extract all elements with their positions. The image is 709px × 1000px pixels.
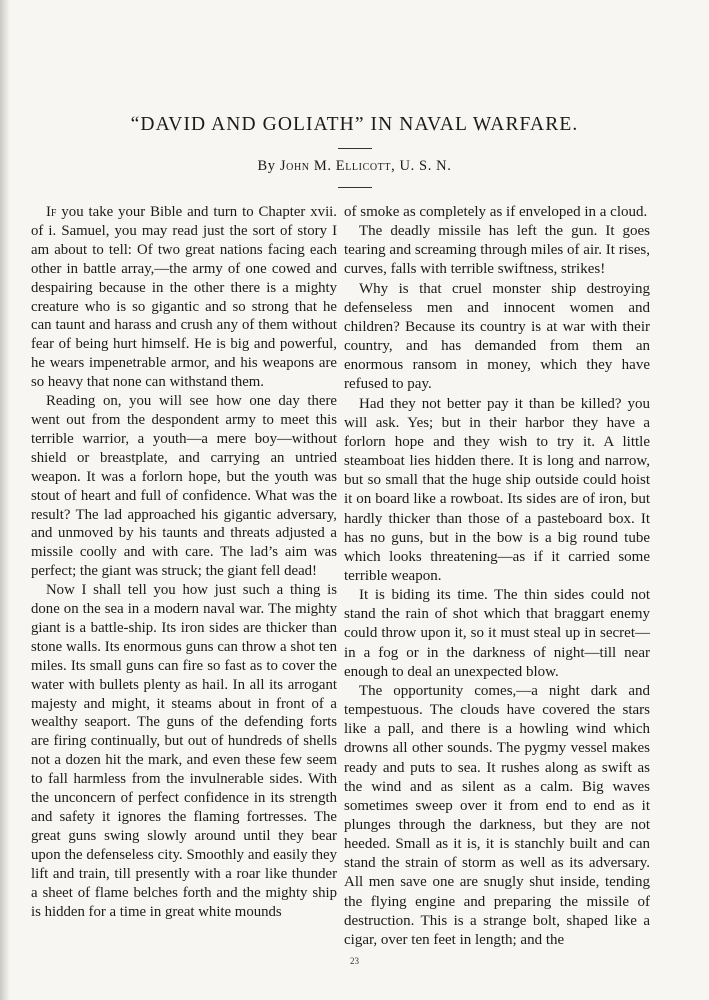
byline-prefix: By [257,158,276,174]
paragraph: Reading on, you will see how one day there went out from the despondent army to meet this terrible warrior, a youth—a mere boy—without shield or breastplate, and carrying an untried weapon. It was a forlorn hope, but the youth was stout of heart and full of confidence. What was the result? The lad approached his gigantic adversary, and unmoved by his taunts and threats adjusted a missile coolly and with care. The lad’s aim was perfect; the giant was struck; the giant fell dead! [31,393,337,580]
left-column [31,203,337,921]
paragraph-continued: of smoke as completely as if enveloped in a cloud. [344,204,648,220]
page-number: 23 [350,956,359,966]
page-edge-shadow [0,0,10,1000]
paragraph: It is biding its time. The thin sides could not stand the rain of shot which that braggart enemy could throw upon it, so it must steal up in secret—in a fog or in the darkness of night—till near enough to deal an unexpected blow. [344,587,650,680]
byline-divider [338,187,372,188]
paragraph-text: you take your Bible and turn to Chapter xvii. of i. Samuel, you may read just the sort of story I am about to tell: Of two great nations facing each other in battle array,—the army of one cowed and despairing because in the other there is a mighty creature who is so gigantic and so strong that he can taunt and harass and crush any of them without fear of being hurt himself. He is big and powerful, he wears impenetrable armor, and his weapons are so heavy that none can withstand them. [31,204,337,391]
title-divider [338,148,372,149]
paragraph: The opportunity comes,—a night dark and tempestuous. The clouds have covered the stars like a pall, and there is a howling wind which drowns all other sounds. The pygmy vessel makes ready and puts to sea. It rushes along as swift as the wind and as silent as a calm. Big waves sometimes sweep over it from end to end as it plunges through the darkness, but they are not heeded. Small as it is, it is stanchly built and can stand the strain of storm as well as its adversary. All men save one are snugly shut inside, tending the flying engine and preparing the missile of destruction. This is a strange bolt, shaped like a cigar, over ten feet in length; and the [344,682,650,948]
paragraph: The deadly missile has left the gun. It goes tearing and screaming through miles of air. It rises, curves, falls with terrible swiftness, strikes! [344,223,650,278]
paragraph: Now I shall tell you how just such a thing is done on the sea in a modern naval war. The mighty giant is a battle-ship. Its iron sides are thicker than stone walls. Its enormous guns can throw a shot ten miles. Its small guns can fire so fast as to cover the water with bullets plenty as hail. In all its arrogant majesty and might, it steams about in front of a wealthy seaport. The guns of the defending forts are firing continually, but out of hundreds of shells not a dozen hit the mark, and even these few seem to fall harmless from the invulnerable sides. With the unconcern of perfect confidence in its strength and safety it ignores the flaming fortresses. The great guns swing slowly around until they bear upon the defenseless city. Smoothly and easily they lift and train, till presently with a roar like thunder a sheet of flame belches forth and the mighty ship is hidden for a time in great white mounds [31,582,337,920]
right-column [344,203,650,950]
paragraph: Why is that cruel monster ship destroying defenseless men and innocent women and children? Because its country is at war with their country, and has demanded from them an enormous ransom in money, which they have refused to pay. [344,280,650,393]
paragraph: Had they not better pay it than be killed? you will ask. Yes; but in their harbor they have a forlorn hope and they wish to try it. A little steamboat lies hidden there. It is long and narrow, but so small that the huge ship outside could hoist it on board like a rowboat. Its sides are of iron, but hardly thicker than those of a pasteboard box. It has no guns, but in the bow is a big round tube which looks threatening—as if it carried some terrible weapon. [344,395,650,584]
paragraph [31,203,337,392]
byline [40,158,669,175]
author-name: John M. Ellicott, U. S. N. [279,158,452,174]
article-title: “DAVID AND GOLIATH” IN NAVAL WARFARE. [130,114,579,135]
lead-word: If [46,204,57,220]
